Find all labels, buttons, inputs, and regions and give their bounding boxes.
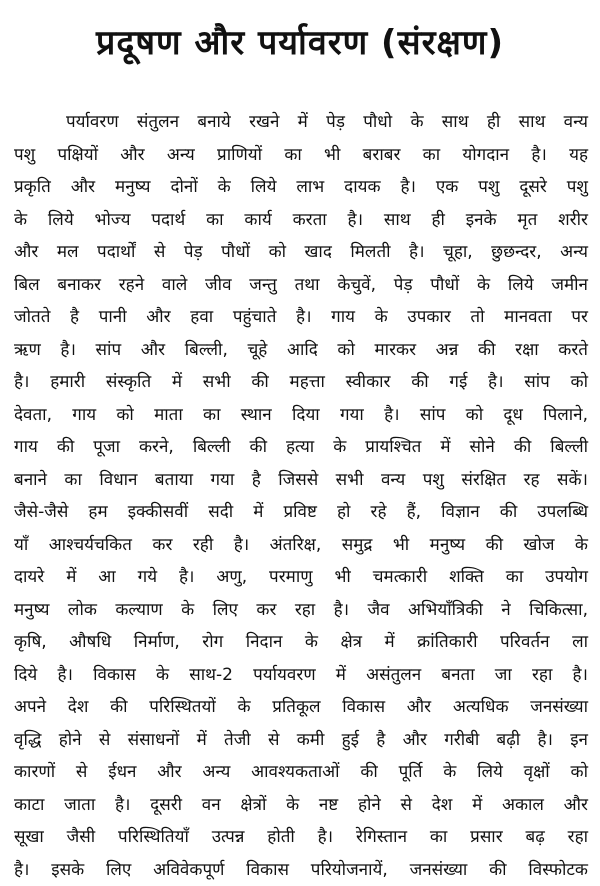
text-line: मनुष्य लोक कल्याण के लिए कर रहा है। जैव अभियाँत्रिकी ने चिकित्सा, bbox=[14, 594, 588, 627]
body-paragraph bbox=[14, 106, 588, 886]
text-line: पर्यावरण संतुलन बनाये रखने में पेड़ पौधो के साथ ही साथ वन्य bbox=[14, 106, 588, 139]
text-line: जैसे-जैसे हम इक्कीसवीं सदी में प्रविष्ट हो रहे हैं, विज्ञान की उपलब्धि bbox=[14, 496, 588, 529]
text-line: है। हमारी संस्कृति में सभी की महत्ता स्वीकार की गई है। सांप को bbox=[14, 366, 588, 399]
text-line: प्रकृति और मनुष्य दोनों के लिये लाभ दायक है। एक पशु दूसरे पशु bbox=[14, 171, 588, 204]
text-line: दिये है। विकास के साथ-2 पर्यायवरण में असंतुलन बनता जा रहा है। bbox=[14, 659, 588, 692]
text-line: वृद्धि होने से संसाधनों में तेजी से कमी हुई है और गरीबी बढ़ी है। इन bbox=[14, 724, 588, 757]
text-line: काटा जाता है। दूसरी वन क्षेत्रों के नष्ट होने से देश में अकाल और bbox=[14, 789, 588, 822]
text-line: पशु पक्षियों और अन्य प्राणियों का भी बराबर का योगदान है। यह bbox=[14, 139, 588, 172]
text-line: सूखा जैसी परिस्थितियाँ उत्पन्न होती है। रेगिस्तान का प्रसार बढ़ रहा bbox=[14, 821, 588, 854]
text-line: देवता, गाय को माता का स्थान दिया गया है। सांप को दूध पिलाने, bbox=[14, 399, 588, 432]
page-title: प्रदूषण और पर्यावरण (संरक्षण) bbox=[0, 18, 600, 68]
text-line: कृषि, औषधि निर्माण, रोग निदान के क्षेत्र में क्रांतिकारी परिवर्तन ला bbox=[14, 626, 588, 659]
text-line: ऋण है। सांप और बिल्ली, चूहे आदि को मारकर अन्न की रक्षा करते bbox=[14, 334, 588, 367]
text-line: अपने देश की परिस्थितयों के प्रतिकूल विकास और अत्यधिक जनसंख्या bbox=[14, 691, 588, 724]
text-line: याँ आश्चर्यचकित कर रही है। अंतरिक्ष, समुद्र भी मनुष्य की खोज के bbox=[14, 529, 588, 562]
text-line: के लिये भोज्य पदार्थ का कार्य करता है। साथ ही इनके मृत शरीर bbox=[14, 204, 588, 237]
text-line: बिल बनाकर रहने वाले जीव जन्तु तथा केचुवें, पेड़ पौधों के लिये जमीन bbox=[14, 269, 588, 302]
text-line: जोतते है पानी और हवा पहुंचाते है। गाय के उपकार तो मानवता पर bbox=[14, 301, 588, 334]
text-line: और मल पदार्थों से पेड़ पौधों को खाद मिलती है। चूहा, छुछन्दर, अन्य bbox=[14, 236, 588, 269]
text-line: बनाने का विधान बताया गया है जिससे सभी वन्य पशु संरक्षित रह सकें। bbox=[14, 464, 588, 497]
text-line: है। इसके लिए अविवेकपूर्ण विकास परियोजनायें, जनसंख्या की विस्फोटक bbox=[14, 854, 588, 886]
text-line: दायरे में आ गये है। अणु, परमाणु भी चमत्कारी शक्ति का उपयोग bbox=[14, 561, 588, 594]
text-line: कारणों से ईधन और अन्य आवश्यकताओं की पूर्ति के लिये वृक्षों को bbox=[14, 756, 588, 789]
text-line: गाय की पूजा करने, बिल्ली की हत्या के प्रायश्चित में सोने की बिल्ली bbox=[14, 431, 588, 464]
